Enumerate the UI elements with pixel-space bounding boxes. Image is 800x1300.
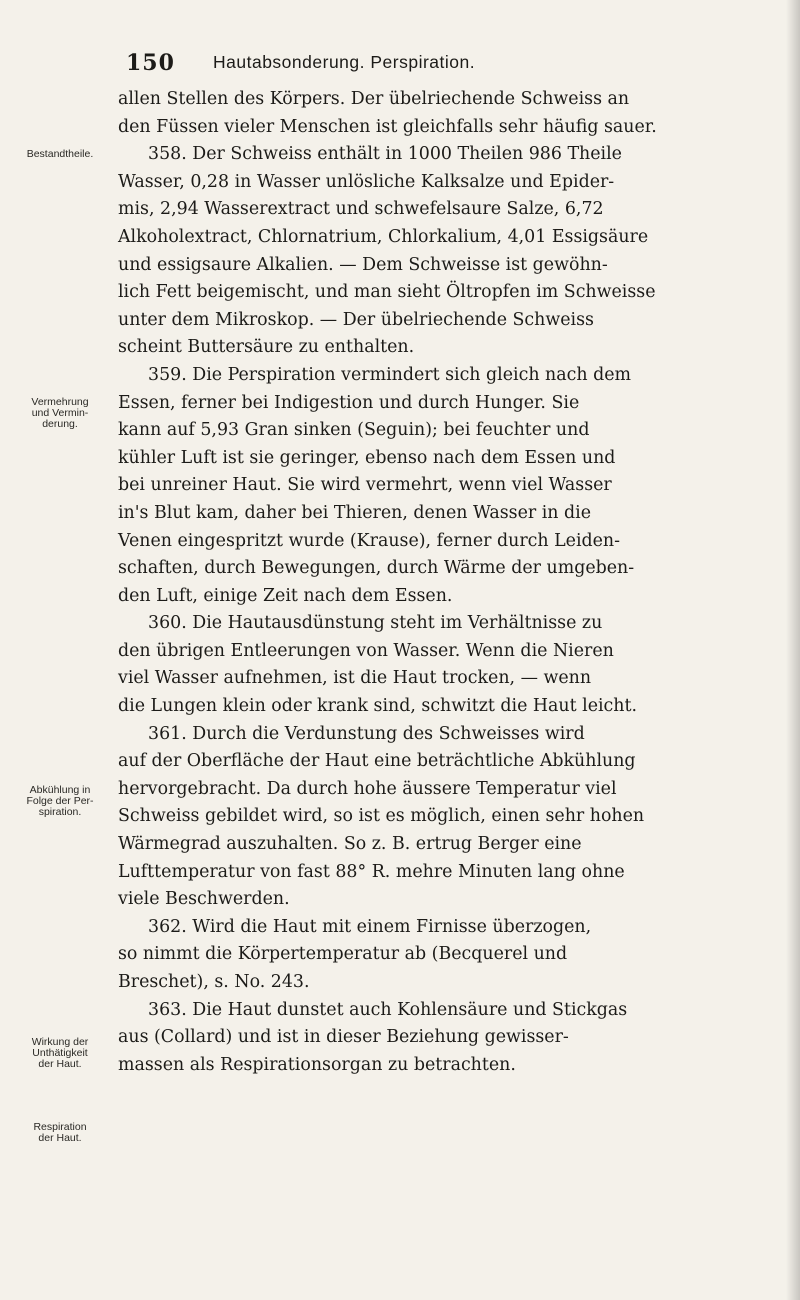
text-line: massen als Respirationsorgan zu betrachten. [118, 1054, 516, 1075]
text-line: lich Fett beigemischt, und man sieht Öltropfen im Schweisse [118, 282, 656, 303]
margin-note-line: der Haut. [38, 1058, 82, 1070]
margin-note-respiration [6, 1122, 114, 1144]
text-line: hervorgebracht. Da durch hohe äussere Temperatur viel [118, 778, 617, 799]
text-line: auf der Oberfläche der Haut eine beträchtliche Abkühlung [118, 751, 636, 772]
text-line: mis, 2,94 Wasserextract und schwefelsaure Salze, 6,72 [118, 199, 604, 220]
margin-note-line: Vermehrung [31, 396, 89, 408]
text-line: schaften, durch Bewegungen, durch Wärme der umgeben- [118, 558, 635, 579]
margin-note-line: derung. [42, 418, 78, 430]
text-line: den Füssen vieler Menschen ist gleichfalls sehr häufig sauer. [118, 116, 657, 137]
margin-note-line: spiration. [38, 806, 82, 818]
margin-note-bestandtheile [6, 149, 114, 160]
text-line: kühler Luft ist sie geringer, ebenso nach dem Essen und [118, 447, 616, 468]
paragraph-359-start: 359. Die Perspiration vermindert sich gleich nach dem [148, 364, 632, 385]
paragraph-358-start: 358. Der Schweiss enthält in 1000 Theilen 986 Theile [148, 144, 622, 165]
page-edge-shadow [786, 0, 800, 1300]
text-line: viel Wasser aufnehmen, ist die Haut trocken, — wenn [118, 668, 592, 689]
paragraph-361-start: 361. Durch die Verdunstung des Schweisses wird [148, 723, 585, 744]
margin-note-line: und Vermin- [31, 407, 89, 419]
text-line: die Lungen klein oder krank sind, schwitzt die Haut leicht. [118, 696, 638, 717]
margin-note-line: der Haut. [38, 1132, 82, 1144]
text-line: viele Beschwerden. [118, 889, 290, 910]
text-line: scheint Buttersäure zu enthalten. [118, 337, 415, 358]
text-line: den Luft, einige Zeit nach dem Essen. [118, 585, 453, 606]
text-line: und essigsaure Alkalien. — Dem Schweisse ist gewöhn- [118, 254, 608, 275]
paragraph-363-start: 363. Die Haut dunstet auch Kohlensäure und Stickgas [148, 999, 628, 1020]
text-line: aus (Collard) und ist in dieser Beziehung gewisser- [118, 1027, 569, 1048]
body-text [118, 86, 772, 1079]
text-line: Essen, ferner bei Indigestion und durch Hunger. Sie [118, 392, 580, 413]
margin-note-line: Respiration [33, 1121, 87, 1133]
text-line: den übrigen Entleerungen von Wasser. Wenn die Nieren [118, 640, 614, 661]
margin-note-line: Unthätigkeit [32, 1047, 88, 1059]
running-head: Hautabsonderung. Perspiration. [213, 52, 476, 72]
paragraph-362-start: 362. Wird die Haut mit einem Firnisse überzogen, [148, 916, 592, 937]
text-line: Wasser, 0,28 in Wasser unlösliche Kalksalze und Epider- [118, 171, 615, 192]
text-line: kann auf 5,93 Gran sinken (Seguin); bei feuchter und [118, 420, 590, 441]
text-line: so nimmt die Körpertemperatur ab (Becquerel und [118, 944, 568, 965]
margin-note-line: Folge der Per- [26, 795, 94, 807]
text-line: Schweiss gebildet wird, so ist es möglich, einen sehr hohen [118, 806, 645, 827]
margin-note-line: Abkühlung in [29, 784, 91, 796]
page-number: 150 [126, 50, 175, 76]
text-line: allen Stellen des Körpers. Der übelriechende Schweiss an [118, 89, 630, 109]
margin-note-line: Wirkung der [31, 1036, 89, 1048]
text-line: unter dem Mikroskop. — Der übelriechende Schweiss [118, 309, 594, 330]
text-line: Breschet), s. No. 243. [118, 972, 310, 992]
text-line: bei unreiner Haut. Sie wird vermehrt, wenn viel Wasser [118, 475, 612, 496]
text-line: Venen eingespritzt wurde (Krause), ferner durch Leiden- [118, 530, 621, 551]
text-line: in's Blut kam, daher bei Thieren, denen Wasser in die [118, 502, 592, 523]
text-line: Wärmegrad auszuhalten. So z. B. ertrug Berger eine [118, 834, 582, 855]
text-line: Alkoholextract, Chlornatrium, Chlorkalium, 4,01 Essigsäure [118, 226, 649, 247]
margin-note-line: Bestandtheile. [26, 148, 94, 160]
margin-note-unthaetigkeit [6, 1037, 114, 1070]
paragraph-360-start: 360. Die Hautausdünstung steht im Verhältnisse zu [148, 613, 603, 634]
margin-note-abkuehlung [6, 785, 114, 818]
text-line: Lufttemperatur von fast 88° R. mehre Minuten lang ohne [118, 861, 625, 882]
margin-note-vermehrung [6, 397, 114, 430]
